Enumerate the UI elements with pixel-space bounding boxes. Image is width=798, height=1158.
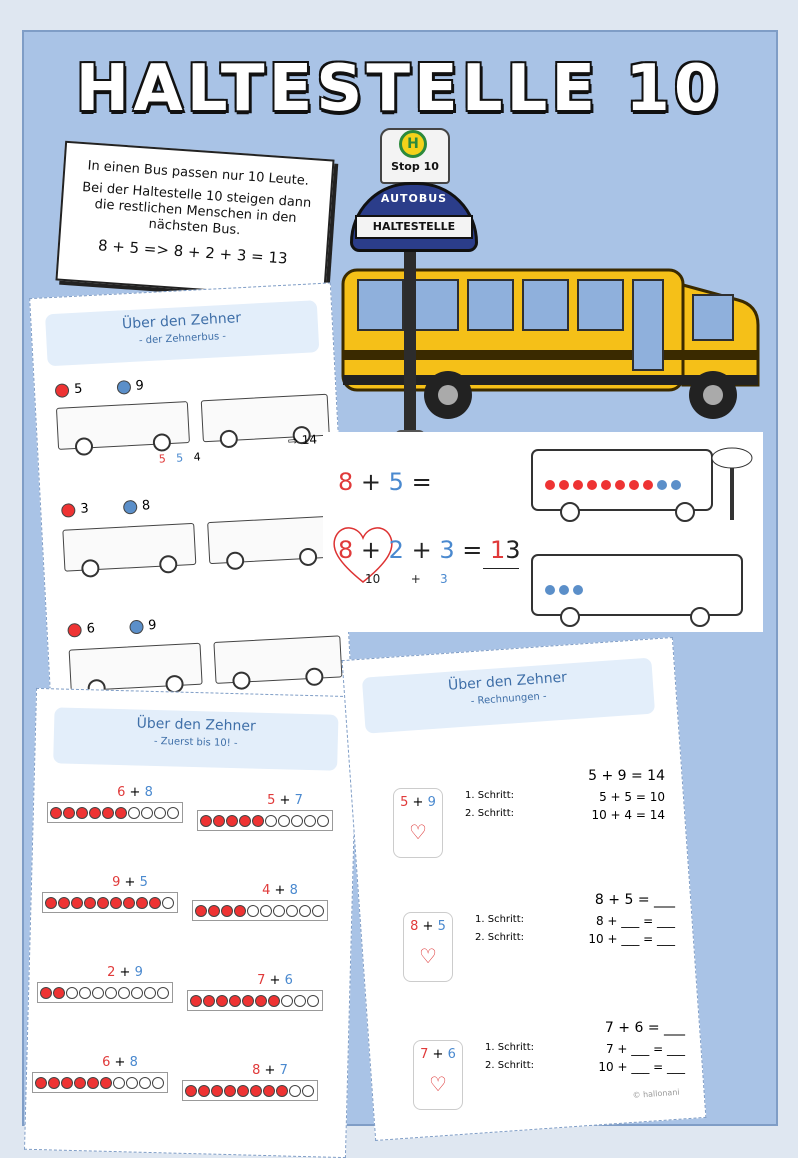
poster-title: HALTESTELLE 10: [75, 52, 723, 126]
counter-dot-icon: [252, 815, 264, 827]
counter-dot-icon: [226, 815, 238, 827]
step1: 7 + ___ = ___: [605, 1042, 685, 1056]
row2-blue-count: 8: [141, 498, 151, 514]
under-ten: 10: [365, 572, 381, 586]
under-plus: +: [410, 572, 421, 586]
task-b: 8: [289, 883, 298, 898]
counter-dot-icon: [58, 897, 70, 909]
side-b: 6: [447, 1047, 456, 1062]
heart-icon: ♡: [409, 820, 427, 844]
counter-dot-icon: [211, 1085, 223, 1097]
counter-dot-icon: [100, 1077, 112, 1089]
side-a: 5: [400, 795, 409, 810]
step1: 8 + ___ = ___: [595, 914, 675, 928]
sheet2-task: 2 + 9: [30, 965, 180, 1003]
counter-dot-icon: [239, 815, 251, 827]
counter-dot-icon: [234, 905, 246, 917]
ten-frame: [32, 1072, 168, 1093]
ten-frame: [47, 802, 183, 823]
counter-dot-icon: [66, 987, 78, 999]
counter-dot-icon: [304, 815, 316, 827]
counter-dot-icon: [139, 1077, 151, 1089]
worksheet-title: Über den Zehner: [136, 715, 256, 735]
counter-dot-icon: [87, 1077, 99, 1089]
step1-label: 1. Schritt:: [465, 790, 515, 801]
eq1-op: +: [360, 468, 382, 496]
blue-dot-icon: [116, 380, 131, 395]
mini-bus: [62, 523, 196, 572]
counter-dot-icon: [53, 987, 65, 999]
eq1-b: 5: [388, 468, 404, 496]
blue-dot-icon: [129, 619, 144, 634]
sheet2-task: 4 + 8: [185, 883, 335, 921]
counter-dot-icon: [247, 905, 259, 917]
counter-dot-icon: [278, 815, 290, 827]
row1-blue-count: 9: [135, 378, 145, 394]
sheet2-task: 6 + 8: [25, 1055, 175, 1093]
bubble-equation: 8 + 5 => 8 + 2 + 3 = 13: [97, 236, 289, 268]
row3-counts: [67, 618, 157, 638]
task-b: 7: [294, 793, 303, 808]
under-three: 3: [439, 572, 448, 586]
counter-dot-icon: [203, 995, 215, 1007]
result-underline: [483, 568, 519, 569]
counter-dot-icon: [149, 897, 161, 909]
eq2-a: 8: [338, 536, 354, 564]
counter-dot-icon: [76, 807, 88, 819]
bus-stop-h-icon: H: [399, 130, 427, 158]
row2-counts: [61, 498, 151, 518]
counter-dot-icon: [260, 905, 272, 917]
sheet3-task: [475, 862, 675, 946]
step2-label: 2. Schritt:: [465, 808, 515, 819]
counter-dot-icon: [74, 1077, 86, 1089]
step1: 5 + 5 = 10: [599, 790, 665, 804]
counter-dot-icon: [157, 987, 169, 999]
counter-dot-icon: [63, 807, 75, 819]
worksheet-header: [362, 658, 655, 734]
task-a: 6: [102, 1055, 111, 1070]
task-a: 7: [257, 973, 266, 988]
counter-dot-icon: [61, 1077, 73, 1089]
split-under: [365, 572, 448, 586]
counter-dot-icon: [302, 1085, 314, 1097]
counter-dot-icon: [294, 995, 306, 1007]
counter-dot-icon: [123, 897, 135, 909]
sheet2-task: 9 + 5: [35, 875, 185, 913]
row1-c1: 5: [158, 452, 167, 466]
counter-dot-icon: [255, 995, 267, 1007]
counter-dot-icon: [312, 905, 324, 917]
counter-dot-icon: [190, 995, 202, 1007]
row2-red-count: 3: [80, 501, 90, 517]
counter-dot-icon: [97, 897, 109, 909]
counter-dot-icon: [84, 897, 96, 909]
ten-frame: [197, 810, 333, 831]
step2: 10 + 4 = 14: [591, 808, 665, 822]
counter-dot-icon: [110, 897, 122, 909]
sheet2-task: 5 + 7: [190, 793, 340, 831]
counter-dot-icon: [276, 1085, 288, 1097]
sheet3-task: [485, 990, 685, 1074]
speech-bubble: [55, 141, 334, 299]
counter-dot-icon: [185, 1085, 197, 1097]
task-a: 6: [117, 785, 126, 800]
step1-label: 1. Schritt:: [485, 1042, 535, 1053]
counter-dot-icon: [273, 905, 285, 917]
task-b: 8: [144, 785, 153, 800]
row1-result: ⇨ 14: [287, 432, 318, 448]
row1-split: [158, 450, 201, 465]
sign-pole: [404, 240, 416, 440]
counter-dot-icon: [144, 987, 156, 999]
worksheet-title: Über den Zehner: [121, 310, 242, 333]
sheet2-task: 8 + 7: [175, 1063, 325, 1101]
counter-dot-icon: [307, 995, 319, 1007]
ten-frame: [37, 982, 173, 1003]
counter-dot-icon: [128, 807, 140, 819]
counter-dot-icon: [131, 987, 143, 999]
sign-autobus-label: AUTOBUS: [380, 192, 448, 205]
card-bus-top: [530, 440, 760, 530]
counter-dot-icon: [48, 1077, 60, 1089]
mini-bus: [56, 401, 190, 450]
task-b: 5: [139, 875, 148, 890]
side-a: 8: [410, 919, 419, 934]
counter-dot-icon: [317, 815, 329, 827]
counter-dot-icon: [154, 807, 166, 819]
ten-frame: [192, 900, 328, 921]
side-a: 7: [420, 1047, 429, 1062]
worksheet-header: [53, 707, 338, 770]
eq1-a: 8: [338, 468, 354, 496]
counter-dot-icon: [263, 1085, 275, 1097]
row1-c2: 5: [175, 451, 184, 465]
counter-dot-icon: [286, 905, 298, 917]
counter-dot-icon: [115, 807, 127, 819]
task-equation: 8 + 5 = ___: [594, 892, 675, 908]
counter-dot-icon: [167, 807, 179, 819]
sign-haltestelle-label: HALTESTELLE: [355, 215, 473, 239]
step1-label: 1. Schritt:: [475, 914, 525, 925]
counter-dot-icon: [89, 807, 101, 819]
worksheet-subtitle: - Zuerst bis 10! -: [153, 735, 238, 750]
task-a: 2: [107, 965, 116, 980]
step2-label: 2. Schritt:: [475, 932, 525, 943]
sheet3-task: [465, 738, 665, 822]
task-a: 8: [252, 1063, 261, 1078]
sheet3-side-task: 7 + 6 ♡: [413, 1040, 463, 1110]
bubble-line-1: In einen Bus passen nur 10 Leute.: [87, 158, 310, 189]
task-b: 7: [279, 1063, 288, 1078]
counter-dot-icon: [221, 905, 233, 917]
eq2-op2: +: [411, 536, 432, 564]
counter-dot-icon: [250, 1085, 262, 1097]
eq2-r2: 3: [505, 536, 521, 564]
worksheet-zehnerbus: [29, 282, 353, 719]
mini-bus: [207, 516, 336, 565]
ten-frame: [187, 990, 323, 1011]
counter-dot-icon: [265, 815, 277, 827]
row1-c3: 4: [193, 450, 202, 464]
sign-stop-label: Stop 10: [391, 160, 439, 173]
red-dot-icon: [67, 622, 82, 637]
row1-result-value: 14: [301, 432, 318, 448]
counter-dot-icon: [299, 905, 311, 917]
counter-dot-icon: [50, 807, 62, 819]
worksheet-header: [45, 300, 319, 366]
worksheet-title: Über den Zehner: [447, 669, 568, 694]
task-equation: 5 + 9 = 14: [588, 768, 665, 784]
counter-dot-icon: [136, 897, 148, 909]
task-equation: 7 + 6 = ___: [604, 1020, 685, 1036]
row3-red-count: 6: [86, 621, 96, 637]
card-bus-bottom: [530, 545, 760, 635]
ten-frame: [42, 892, 178, 913]
task-a: 5: [267, 793, 276, 808]
bubble-line-2: Bei der Haltestelle 10 steigen dann die restlichen Menschen in den nächsten Bus.: [81, 180, 312, 239]
counter-dot-icon: [105, 987, 117, 999]
eq2-b: 2: [388, 536, 404, 564]
counter-dot-icon: [71, 897, 83, 909]
red-dot-icon: [55, 383, 70, 398]
step2: 10 + ___ = ___: [588, 932, 675, 946]
school-bus-illustration: [338, 245, 768, 425]
eq2-op1: +: [360, 536, 382, 564]
heart-icon: ♡: [419, 944, 437, 968]
counter-dot-icon: [162, 897, 174, 909]
counter-dot-icon: [152, 1077, 164, 1089]
counter-dot-icon: [195, 905, 207, 917]
worksheet-subtitle: - der Zehnerbus -: [138, 330, 227, 347]
step2-label: 2. Schritt:: [485, 1060, 535, 1071]
counter-dot-icon: [141, 807, 153, 819]
ten-frame: [182, 1080, 318, 1101]
eq2-c: 3: [439, 536, 455, 564]
counter-dot-icon: [113, 1077, 125, 1089]
mini-bus: [213, 635, 342, 684]
side-b: 9: [427, 795, 436, 810]
sheet3-side-task: 5 + 9 ♡: [393, 788, 443, 858]
counter-dot-icon: [291, 815, 303, 827]
counter-dot-icon: [40, 987, 52, 999]
counter-dot-icon: [229, 995, 241, 1007]
counter-dot-icon: [35, 1077, 47, 1089]
counter-dot-icon: [126, 1077, 138, 1089]
row1-counts: [55, 378, 145, 398]
equation-line-1: [338, 468, 432, 496]
worksheet-subtitle: - Rechnungen -: [470, 690, 547, 708]
counter-dot-icon: [289, 1085, 301, 1097]
mini-bus: [69, 643, 203, 692]
sheet2-task: 7 + 6: [180, 973, 330, 1011]
counter-dot-icon: [102, 807, 114, 819]
counter-dot-icon: [79, 987, 91, 999]
blue-dot-icon: [122, 499, 137, 514]
row1-red-count: 5: [73, 381, 83, 397]
heart-icon: ♡: [429, 1072, 447, 1096]
counter-dot-icon: [45, 897, 57, 909]
row3-blue-count: 9: [147, 617, 157, 634]
side-b: 5: [437, 919, 446, 934]
task-a: 9: [112, 875, 121, 890]
eq2-eq: =: [462, 536, 483, 564]
eq2-r1: 1: [490, 536, 506, 564]
counter-dot-icon: [92, 987, 104, 999]
counter-dot-icon: [281, 995, 293, 1007]
counter-dot-icon: [242, 995, 254, 1007]
counter-dot-icon: [208, 905, 220, 917]
sheet2-task: 6 + 8: [40, 785, 190, 823]
counter-dot-icon: [213, 815, 225, 827]
sheet3-side-task: 8 + 5 ♡: [403, 912, 453, 982]
copyright: © hallonani: [632, 1087, 680, 1100]
counter-dot-icon: [198, 1085, 210, 1097]
task-b: 9: [134, 965, 143, 980]
counter-dot-icon: [224, 1085, 236, 1097]
step2: 10 + ___ = ___: [598, 1060, 685, 1074]
task-b: 6: [284, 973, 293, 988]
counter-dot-icon: [237, 1085, 249, 1097]
eq1-eq: =: [411, 468, 432, 496]
red-dot-icon: [61, 503, 76, 518]
counter-dot-icon: [200, 815, 212, 827]
equation-line-2: [338, 536, 521, 564]
task-b: 8: [129, 1055, 138, 1070]
counter-dot-icon: [216, 995, 228, 1007]
task-a: 4: [262, 883, 271, 898]
counter-dot-icon: [268, 995, 280, 1007]
counter-dot-icon: [118, 987, 130, 999]
